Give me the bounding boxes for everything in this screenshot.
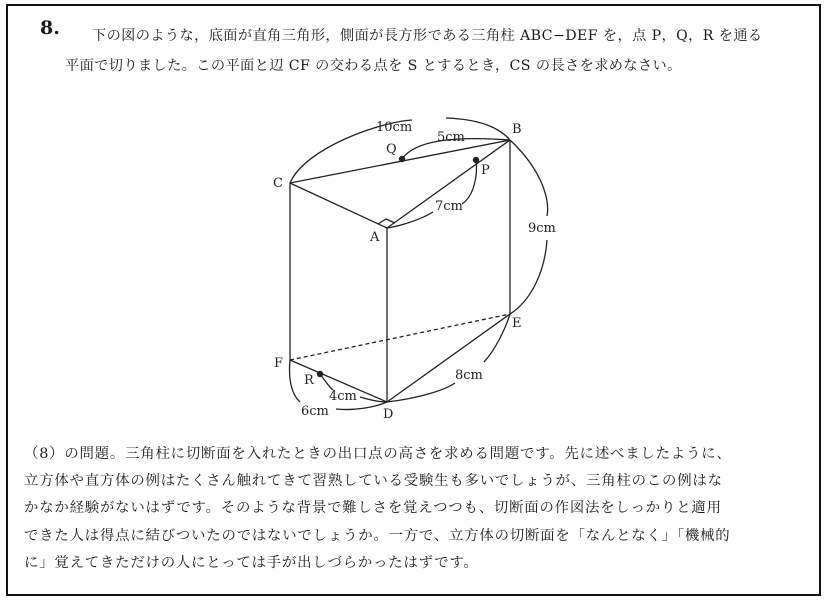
- length-de-label: 8cm: [455, 368, 483, 383]
- vertex-d-label: D: [383, 407, 394, 422]
- vertex-a-label: A: [370, 230, 380, 245]
- commentary-line-3: かなか経験がないはずです。そのような背景で難しさを覚えつつも、切断面の作図法をしっかりと適用: [24, 500, 722, 517]
- arc-de-right: [484, 314, 510, 362]
- length-fd-label: 6cm: [301, 404, 329, 419]
- vertex-c-label: C: [273, 176, 283, 191]
- commentary-line-1: （8）の問題。三角柱に切断面を入れたときの出口点の高さを求める問題です。先に述べましたように、: [24, 446, 732, 462]
- arc-rd-right: [360, 397, 387, 402]
- length-qb-label: 5cm: [437, 130, 465, 145]
- arc-de-left: [387, 383, 455, 402]
- vertex-b-label: B: [512, 122, 522, 137]
- vertex-e-label: E: [512, 316, 522, 331]
- arc-be-top: [510, 140, 548, 216]
- point-p-dot: [473, 157, 479, 163]
- length-cb-label: 10cm: [376, 120, 413, 135]
- length-rd-label: 4cm: [329, 389, 357, 404]
- point-q-label: Q: [386, 142, 397, 157]
- arc-fd-left: [289, 360, 300, 402]
- arc-ap-bottom: [387, 212, 433, 228]
- commentary: [24, 441, 804, 577]
- commentary-line-4: できた人は得点に結びついたのではないでしょうか。一方で、立方体の切断面を「なんとなく」「機械的: [24, 527, 731, 544]
- problem-statement-line-1: 下の図のような，底面が直角三角形，側面が長方形である三角柱 ABC−DEF を，点 P，Q，R を通る: [92, 28, 763, 44]
- length-be-label: 9cm: [528, 221, 556, 236]
- arc-be-bottom: [510, 240, 547, 314]
- problem-statement-line-2: 平面で切りました。この平面と辺 CF の交わる点を S とするとき，CS の長さを求めなさい。: [65, 58, 682, 74]
- vertex-f-label: F: [274, 356, 284, 371]
- arc-ap-top: [462, 160, 476, 204]
- point-r-label: R: [304, 373, 314, 388]
- right-angle-mark: [378, 219, 395, 224]
- length-ap-label: 7cm: [435, 199, 463, 214]
- edge-ca: [290, 183, 387, 228]
- edge-ab: [387, 140, 510, 228]
- problem-number: 8.: [40, 17, 60, 39]
- commentary-line-2: 立方体や直方体の例はたくさん触れてきて習熟している受験生も多いでしょうが、三角柱のこの例はな: [24, 473, 723, 490]
- point-p-label: P: [481, 163, 490, 178]
- point-r-dot: [317, 371, 323, 377]
- commentary-line-5: に」覚えてきただけの人にとっては手が出しづらかったはずです。: [24, 554, 479, 571]
- point-q-dot: [399, 156, 405, 162]
